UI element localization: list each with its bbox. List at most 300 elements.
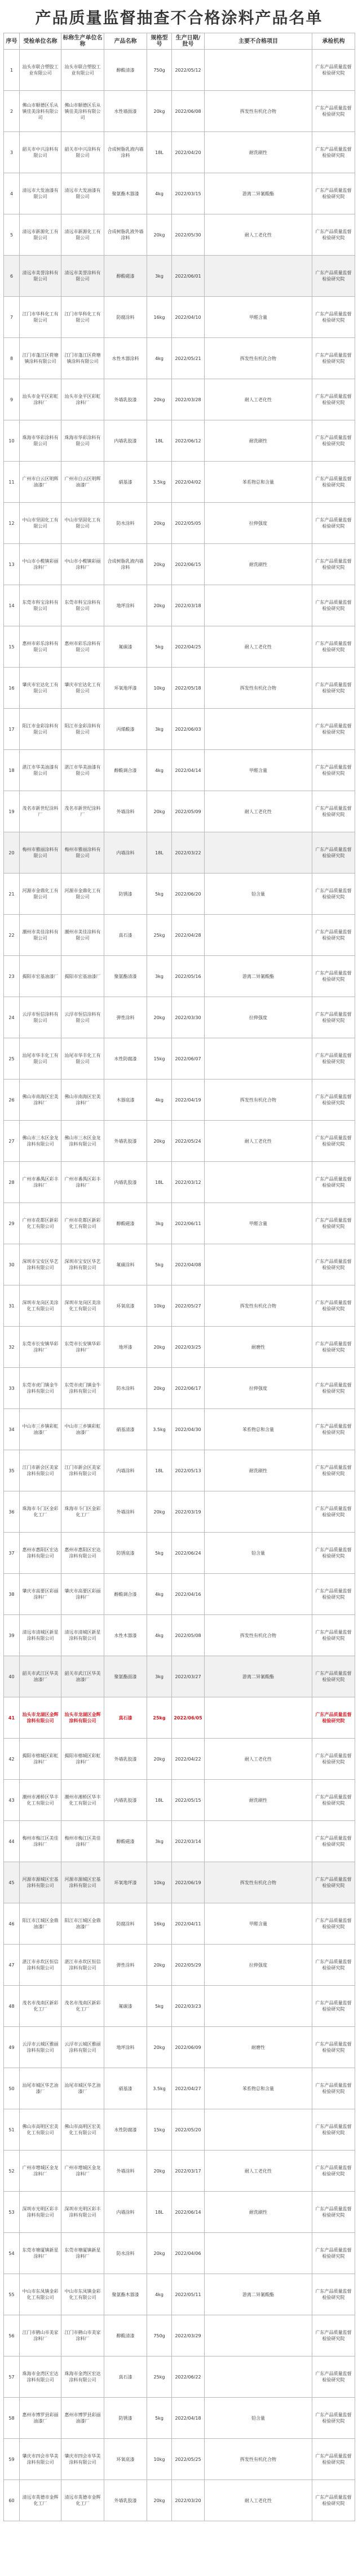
cell-manufacturer: 汕头市龙湖区金辉涂料有限公司	[61, 1697, 104, 1739]
cell-production-date: 2022/04/22	[172, 1739, 205, 1780]
table-row	[4, 956, 355, 997]
cell-product-name: 醇酸磁漆	[104, 256, 147, 297]
cell-production-date: 2022/05/11	[172, 2274, 205, 2315]
cell-spec: 10kg	[147, 1285, 172, 1327]
cell-index: 59	[4, 2439, 20, 2480]
cell-failed-items: 甲醛含量	[205, 1903, 312, 1945]
cell-product-name: 醇酸磁漆	[104, 1203, 147, 1244]
cell-production-date: 2022/06/05	[172, 1697, 205, 1739]
table-row	[4, 1409, 355, 1450]
cell-spec: 20kg	[147, 2480, 172, 2521]
cell-product-name: 醇酸磁漆	[104, 1821, 147, 1862]
cell-inspected-unit: 江门市蓬江区荷塘镇涂料有限公司	[20, 338, 61, 379]
cell-manufacturer: 佛山市三水区金龙涂料有限公司	[61, 1121, 104, 1162]
table-row	[4, 338, 355, 379]
cell-index: 45	[4, 1862, 20, 1903]
cell-spec: 20kg	[147, 503, 172, 544]
cell-testing-agency: 广东产品质量监督检验研究院	[312, 2233, 355, 2274]
cell-testing-agency: 广东产品质量监督检验研究院	[312, 874, 355, 915]
cell-production-date: 2022/05/13	[172, 1450, 205, 1491]
cell-production-date: 2022/04/28	[172, 915, 205, 956]
cell-index: 32	[4, 1327, 20, 1368]
cell-index: 44	[4, 1821, 20, 1862]
cell-spec: 18L	[147, 1780, 172, 1821]
cell-spec: 4kg	[147, 1079, 172, 1121]
cell-production-date: 2022/06/14	[172, 2192, 205, 2233]
cell-failed-items: 挥发性有机化合物	[205, 1285, 312, 1327]
cell-product-name: 硝基漆	[104, 462, 147, 503]
table-row	[4, 2439, 355, 2480]
cell-testing-agency: 广东产品质量监督检验研究院	[312, 1038, 355, 1079]
cell-production-date: 2022/04/18	[172, 2398, 205, 2439]
cell-production-date: 2022/05/09	[172, 791, 205, 832]
cell-manufacturer: 中山市三乡镇彩虹油漆厂	[61, 1409, 104, 1450]
table-row	[4, 1615, 355, 1656]
cell-inspected-unit: 梅州市梅江区美佳涂料厂	[20, 1821, 61, 1862]
cell-failed-items: 耐人工老化性	[205, 1739, 312, 1780]
cell-spec: 25kg	[147, 1697, 172, 1739]
cell-spec: 20kg	[147, 1327, 172, 1368]
cell-product-name: 聚氨酯面漆	[104, 1656, 147, 1697]
cell-manufacturer: 揭阳市榕城区彩虹涂料厂	[61, 1739, 104, 1780]
cell-product-name: 聚氨酯清漆	[104, 956, 147, 997]
table-body	[4, 50, 355, 2521]
cell-testing-agency: 广东产品质量监督检验研究院	[312, 1162, 355, 1203]
cell-spec: 5kg	[147, 1986, 172, 2027]
cell-testing-agency: 广东产品质量监督检验研究院	[312, 1903, 355, 1945]
cell-failed-items: 耐洗刷性	[205, 2192, 312, 2233]
cell-index: 21	[4, 874, 20, 915]
cell-inspected-unit: 珠海市斗门区金彩化工厂	[20, 1491, 61, 1533]
cell-testing-agency: 广东产品质量监督检验研究院	[312, 1780, 355, 1821]
cell-manufacturer: 潮州市湘桥区华丰化工有限公司	[61, 1780, 104, 1821]
table-row	[4, 626, 355, 668]
cell-failed-items	[205, 2233, 312, 2274]
cell-spec: 20kg	[147, 544, 172, 585]
cell-manufacturer: 清远市新源化工有限公司	[61, 214, 104, 256]
cell-failed-items: 拉伸强度	[205, 503, 312, 544]
table-row	[4, 1491, 355, 1533]
cell-production-date: 2022/05/16	[172, 956, 205, 997]
cell-index: 31	[4, 1285, 20, 1327]
cell-manufacturer: 阳江市金彩涂料有限公司	[61, 709, 104, 750]
cell-testing-agency: 广东产品质量监督检验研究院	[312, 462, 355, 503]
cell-manufacturer: 江门市新会区美家涂料有限公司	[61, 1450, 104, 1491]
cell-production-date: 2022/03/15	[172, 173, 205, 214]
cell-index: 4	[4, 173, 20, 214]
cell-production-date: 2022/06/03	[172, 709, 205, 750]
cell-spec: 3.5kg	[147, 1409, 172, 1450]
cell-product-name: 内墙涂料	[104, 2192, 147, 2233]
cell-failed-items: 挥发性有机化合物	[205, 338, 312, 379]
cell-inspected-unit: 江门市华科化工有限公司	[20, 297, 61, 338]
cell-spec: 4kg	[147, 2274, 172, 2315]
table-row	[4, 1862, 355, 1903]
cell-index: 16	[4, 668, 20, 709]
cell-product-name: 丙烯酸漆	[104, 709, 147, 750]
cell-inspected-unit: 深圳市宝安区华艺涂料有限公司	[20, 1244, 61, 1285]
cell-index: 3	[4, 132, 20, 173]
cell-production-date: 2022/03/28	[172, 379, 205, 420]
cell-inspected-unit: 茂名市新世纪涂料厂	[20, 791, 61, 832]
cell-inspected-unit: 江门市新会区美家涂料有限公司	[20, 1450, 61, 1491]
table-row	[4, 2192, 355, 2233]
cell-index: 36	[4, 1491, 20, 1533]
cell-failed-items: 挥发性有机化合物	[205, 1862, 312, 1903]
cell-production-date: 2022/03/12	[172, 1162, 205, 1203]
cell-production-date: 2022/06/20	[172, 874, 205, 915]
cell-index: 53	[4, 2192, 20, 2233]
column-header-index: 序号	[4, 33, 20, 50]
cell-failed-items	[205, 50, 312, 91]
cell-testing-agency: 广东产品质量监督检验研究院	[312, 2480, 355, 2521]
cell-production-date: 2022/04/20	[172, 132, 205, 173]
table-row	[4, 1038, 355, 1079]
cell-index: 13	[4, 544, 20, 585]
cell-testing-agency: 广东产品质量监督检验研究院	[312, 2398, 355, 2439]
cell-spec: 4kg	[147, 338, 172, 379]
cell-index: 17	[4, 709, 20, 750]
cell-manufacturer: 深圳市光明区彩丰涂料有限公司	[61, 2192, 104, 2233]
table-row	[4, 256, 355, 297]
cell-inspected-unit: 汕头市金平区彩虹涂料厂	[20, 379, 61, 420]
cell-production-date: 2022/05/21	[172, 338, 205, 379]
cell-product-name: 外墙涂料	[104, 791, 147, 832]
cell-inspected-unit: 中山市小榄镇彩丽涂料厂	[20, 544, 61, 585]
cell-inspected-unit: 湛江市华美油漆有限公司	[20, 750, 61, 791]
table-row	[4, 91, 355, 132]
cell-product-name: 防腐涂料	[104, 1903, 147, 1945]
cell-failed-items	[205, 1574, 312, 1615]
table-row	[4, 2233, 355, 2274]
cell-spec: 18L	[147, 2192, 172, 2233]
cell-product-name: 水性防腐漆	[104, 1038, 147, 1079]
table-row	[4, 2398, 355, 2439]
cell-spec: 10kg	[147, 1862, 172, 1903]
cell-manufacturer: 汕尾市华丰化工有限公司	[61, 1038, 104, 1079]
cell-testing-agency: 广东产品质量监督检验研究院	[312, 91, 355, 132]
cell-production-date: 2022/06/01	[172, 256, 205, 297]
table-row	[4, 1244, 355, 1285]
cell-index: 50	[4, 2068, 20, 2109]
cell-failed-items	[205, 709, 312, 750]
cell-manufacturer: 惠州市惠阳区宏达涂料有限公司	[61, 1533, 104, 1574]
cell-manufacturer: 揭阳市宏基油漆厂	[61, 956, 104, 997]
cell-inspected-unit: 汕尾市华丰化工有限公司	[20, 1038, 61, 1079]
cell-product-name: 醇酸清漆	[104, 2315, 147, 2356]
table-row	[4, 297, 355, 338]
cell-product-name: 防水涂料	[104, 503, 147, 544]
cell-testing-agency: 广东产品质量监督检验研究院	[312, 1079, 355, 1121]
cell-manufacturer: 湛江市华美油漆有限公司	[61, 750, 104, 791]
cell-manufacturer: 云浮市云城区雅丽涂料有限公司	[61, 2027, 104, 2068]
table-row	[4, 2480, 355, 2521]
cell-manufacturer: 广州市白云区明辉油漆厂	[61, 462, 104, 503]
cell-inspected-unit: 佛山市顺德区乐从镇佳美涂料有限公司	[20, 91, 61, 132]
table-row	[4, 791, 355, 832]
cell-testing-agency: 广东产品质量监督检验研究院	[312, 379, 355, 420]
cell-failed-items: 苯系物总和含量	[205, 2068, 312, 2109]
cell-failed-items: 拉伸强度	[205, 1945, 312, 1986]
cell-failed-items	[205, 1491, 312, 1533]
table-row	[4, 132, 355, 173]
cell-testing-agency: 广东产品质量监督检验研究院	[312, 503, 355, 544]
cell-spec: 3kg	[147, 1821, 172, 1862]
cell-spec: 10kg	[147, 668, 172, 709]
cell-index: 5	[4, 214, 20, 256]
table-row	[4, 709, 355, 750]
cell-testing-agency: 广东产品质量监督检验研究院	[312, 173, 355, 214]
cell-production-date: 2022/03/25	[172, 1327, 205, 1368]
table-row	[4, 420, 355, 462]
table-row	[4, 1162, 355, 1203]
cell-spec: 15kg	[147, 2109, 172, 2151]
cell-product-name: 防水涂料	[104, 1368, 147, 1409]
cell-spec: 4kg	[147, 173, 172, 214]
cell-spec: 20kg	[147, 1121, 172, 1162]
cell-manufacturer: 东莞市科宝涂料有限公司	[61, 585, 104, 626]
table-row	[4, 1327, 355, 1368]
cell-testing-agency: 广东产品质量监督检验研究院	[312, 214, 355, 256]
cell-manufacturer: 梅州市雅丽涂料有限公司	[61, 832, 104, 874]
table-row	[4, 1986, 355, 2027]
unqualified-products-table	[3, 33, 355, 2521]
cell-testing-agency: 广东产品质量监督检验研究院	[312, 709, 355, 750]
cell-inspected-unit: 佛山市三水区金龙涂料有限公司	[20, 1121, 61, 1162]
table-row	[4, 832, 355, 874]
cell-spec: 4kg	[147, 750, 172, 791]
cell-index: 29	[4, 1203, 20, 1244]
cell-inspected-unit: 惠州市惠阳区宏达涂料有限公司	[20, 1533, 61, 1574]
cell-spec: 20kg	[147, 1368, 172, 1409]
cell-index: 11	[4, 462, 20, 503]
cell-manufacturer: 江门市蓬江区荷塘镇涂料有限公司	[61, 338, 104, 379]
cell-failed-items	[205, 1162, 312, 1203]
cell-failed-items: 耐人工老化性	[205, 214, 312, 256]
cell-index: 14	[4, 585, 20, 626]
cell-product-name: 真石漆	[104, 2356, 147, 2398]
cell-spec: 3kg	[147, 956, 172, 997]
cell-product-name: 聚氨酯木器漆	[104, 2274, 147, 2315]
cell-product-name: 地坪涂料	[104, 2027, 147, 2068]
cell-spec: 20kg	[147, 1739, 172, 1780]
cell-product-name: 硝基漆	[104, 2068, 147, 2109]
cell-production-date: 2022/06/15	[172, 544, 205, 585]
cell-inspected-unit: 中山市三乡镇彩虹油漆厂	[20, 1409, 61, 1450]
cell-index: 8	[4, 338, 20, 379]
cell-failed-items	[205, 1821, 312, 1862]
table-row	[4, 1121, 355, 1162]
cell-production-date: 2022/05/20	[172, 2109, 205, 2151]
cell-failed-items: 游离二异氰酸酯	[205, 2274, 312, 2315]
cell-product-name: 外墙乳胶漆	[104, 379, 147, 420]
cell-product-name: 木器底漆	[104, 1079, 147, 1121]
cell-index: 10	[4, 420, 20, 462]
cell-production-date: 2022/06/12	[172, 420, 205, 462]
cell-inspected-unit: 揭阳市宏基油漆厂	[20, 956, 61, 997]
cell-testing-agency: 广东产品质量监督检验研究院	[312, 420, 355, 462]
cell-failed-items: 耐洗刷性	[205, 420, 312, 462]
cell-testing-agency: 广东产品质量监督检验研究院	[312, 1327, 355, 1368]
cell-inspected-unit: 东莞市虎门镇金牛涂料有限公司	[20, 1368, 61, 1409]
cell-spec: 5kg	[147, 626, 172, 668]
column-header-spec: 规格型号	[147, 33, 172, 50]
column-header-inspected-unit: 受检单位名称	[20, 33, 61, 50]
cell-production-date: 2022/05/25	[172, 2439, 205, 2480]
cell-testing-agency: 广东产品质量监督检验研究院	[312, 2109, 355, 2151]
cell-inspected-unit: 东莞市塘厦镇新星涂料厂	[20, 2233, 61, 2274]
cell-manufacturer: 江门市华科化工有限公司	[61, 297, 104, 338]
table-row	[4, 1780, 355, 1821]
cell-index: 40	[4, 1656, 20, 1697]
cell-manufacturer: 深圳市龙岗区美涂化工有限公司	[61, 1285, 104, 1327]
cell-inspected-unit: 揭阳市榕城区彩虹涂料厂	[20, 1739, 61, 1780]
cell-inspected-unit: 汕尾市城区华艺油漆厂	[20, 2068, 61, 2109]
cell-failed-items	[205, 1244, 312, 1285]
cell-manufacturer: 韶关市中兴涂料有限公司	[61, 132, 104, 173]
table-row	[4, 379, 355, 420]
cell-production-date: 2022/04/14	[172, 750, 205, 791]
cell-production-date: 2022/06/11	[172, 1203, 205, 1244]
cell-spec: 15kg	[147, 1038, 172, 1079]
cell-testing-agency: 广东产品质量监督检验研究院	[312, 1739, 355, 1780]
cell-inspected-unit: 肇庆市四会市华美涂料有限公司	[20, 2439, 61, 2480]
cell-manufacturer: 珠海市金湾区宏达涂料有限公司	[61, 2356, 104, 2398]
cell-product-name: 弹性涂料	[104, 1945, 147, 1986]
cell-index: 19	[4, 791, 20, 832]
table-row	[4, 50, 355, 91]
cell-product-name: 聚氨酯木器漆	[104, 173, 147, 214]
cell-spec: 20kg	[147, 2233, 172, 2274]
cell-spec: 18L	[147, 1450, 172, 1491]
cell-production-date: 2022/05/27	[172, 1285, 205, 1327]
table-row	[4, 2068, 355, 2109]
cell-product-name: 醇酸调合漆	[104, 750, 147, 791]
cell-manufacturer: 江门市鹤山市美家涂料厂	[61, 2315, 104, 2356]
cell-inspected-unit: 清远市美誉涂料有限公司	[20, 256, 61, 297]
cell-failed-items: 铅含量	[205, 1533, 312, 1574]
cell-inspected-unit: 江门市鹤山市美家涂料厂	[20, 2315, 61, 2356]
cell-testing-agency: 广东产品质量监督检验研究院	[312, 1533, 355, 1574]
cell-manufacturer: 中山市东凤镇金彩化工有限公司	[61, 2274, 104, 2315]
cell-failed-items: 游离二异氰酸酯	[205, 1656, 312, 1697]
cell-index: 2	[4, 91, 20, 132]
cell-index: 6	[4, 256, 20, 297]
cell-manufacturer: 佛山市顺德区乐从镇佳美涂料有限公司	[61, 91, 104, 132]
cell-manufacturer: 阳江市江城区金鼎油漆厂	[61, 1903, 104, 1945]
cell-product-name: 氟碳漆	[104, 1986, 147, 2027]
cell-spec: 3kg	[147, 256, 172, 297]
cell-manufacturer: 惠州市彩乐涂料有限公司	[61, 626, 104, 668]
cell-product-name: 醇酸调合漆	[104, 1574, 147, 1615]
table-row	[4, 2356, 355, 2398]
cell-testing-agency: 广东产品质量监督检验研究院	[312, 2274, 355, 2315]
cell-production-date: 2022/06/24	[172, 1533, 205, 1574]
cell-testing-agency: 广东产品质量监督检验研究院	[312, 2356, 355, 2398]
table-row	[4, 997, 355, 1038]
cell-testing-agency: 广东产品质量监督检验研究院	[312, 132, 355, 173]
cell-product-name: 环氧地坪漆	[104, 1862, 147, 1903]
cell-testing-agency: 广东产品质量监督检验研究院	[312, 1821, 355, 1862]
cell-inspected-unit: 肇庆市宏达化工有限公司	[20, 668, 61, 709]
cell-product-name: 防锈漆	[104, 2398, 147, 2439]
cell-product-name: 防水涂料	[104, 2233, 147, 2274]
cell-index: 37	[4, 1533, 20, 1574]
cell-index: 48	[4, 1986, 20, 2027]
cell-manufacturer: 佛山市南海区宏美涂料厂	[61, 1079, 104, 1121]
cell-inspected-unit: 云浮市云城区雅丽涂料有限公司	[20, 2027, 61, 2068]
cell-spec: 18L	[147, 132, 172, 173]
cell-manufacturer: 广州市番禺区彩丰涂料厂	[61, 1162, 104, 1203]
cell-failed-items: 甲醛含量	[205, 750, 312, 791]
table-row	[4, 1945, 355, 1986]
cell-testing-agency: 广东产品质量监督检验研究院	[312, 1368, 355, 1409]
cell-spec: 750g	[147, 2315, 172, 2356]
cell-spec: 750g	[147, 50, 172, 91]
table-row	[4, 173, 355, 214]
cell-index: 22	[4, 915, 20, 956]
cell-inspected-unit: 河源市源城区宏基涂料有限公司	[20, 1862, 61, 1903]
cell-spec: 16kg	[147, 297, 172, 338]
table-row	[4, 2027, 355, 2068]
cell-index: 60	[4, 2480, 20, 2521]
cell-failed-items: 挥发性有机化合物	[205, 668, 312, 709]
cell-failed-items	[205, 832, 312, 874]
cell-production-date: 2022/04/16	[172, 1574, 205, 1615]
cell-inspected-unit: 梅州市雅丽涂料有限公司	[20, 832, 61, 874]
cell-testing-agency: 广东产品质量监督检验研究院	[312, 1491, 355, 1533]
table-row	[4, 1203, 355, 1244]
cell-failed-items	[205, 1697, 312, 1739]
cell-inspected-unit: 佛山市高明区宏美化工有限公司	[20, 2109, 61, 2151]
cell-product-name: 外墙涂料	[104, 2151, 147, 2192]
cell-index: 23	[4, 956, 20, 997]
cell-spec: 5kg	[147, 2398, 172, 2439]
cell-index: 47	[4, 1945, 20, 1986]
cell-testing-agency: 广东产品质量监督检验研究院	[312, 956, 355, 997]
cell-failed-items: 耐磨性	[205, 2027, 312, 2068]
cell-testing-agency: 广东产品质量监督检验研究院	[312, 1574, 355, 1615]
cell-failed-items: 挥发性有机化合物	[205, 2439, 312, 2480]
table-header-row	[4, 33, 355, 50]
cell-spec: 25kg	[147, 915, 172, 956]
cell-testing-agency: 广东产品质量监督检验研究院	[312, 544, 355, 585]
cell-inspected-unit: 惠州市彩乐涂料有限公司	[20, 626, 61, 668]
table-row	[4, 1450, 355, 1491]
cell-spec: 20kg	[147, 791, 172, 832]
cell-testing-agency: 广东产品质量监督检验研究院	[312, 297, 355, 338]
cell-failed-items	[205, 2315, 312, 2356]
cell-testing-agency: 广东产品质量监督检验研究院	[312, 1656, 355, 1697]
cell-spec: 20kg	[147, 91, 172, 132]
cell-spec: 25kg	[147, 2356, 172, 2398]
cell-manufacturer: 湛江市赤坎区恒信涂料有限公司	[61, 1945, 104, 1986]
cell-inspected-unit: 深圳市龙岗区美涂化工有限公司	[20, 1285, 61, 1327]
cell-product-name: 醇酸清漆	[104, 50, 147, 91]
cell-inspected-unit: 清远市新源化工有限公司	[20, 214, 61, 256]
cell-manufacturer: 云浮市恒信涂料有限公司	[61, 997, 104, 1038]
cell-production-date: 2022/04/10	[172, 297, 205, 338]
cell-failed-items: 苯系物总和含量	[205, 1409, 312, 1450]
cell-index: 9	[4, 379, 20, 420]
cell-index: 12	[4, 503, 20, 544]
cell-manufacturer: 清远市清城区新星涂料有限公司	[61, 1615, 104, 1656]
cell-testing-agency: 广东产品质量监督检验研究院	[312, 1285, 355, 1327]
cell-inspected-unit: 河源市金鼎化工有限公司	[20, 874, 61, 915]
cell-production-date: 2022/04/27	[172, 2068, 205, 2109]
cell-production-date: 2022/03/19	[172, 1491, 205, 1533]
cell-manufacturer: 汕头市金平区彩虹涂料厂	[61, 379, 104, 420]
